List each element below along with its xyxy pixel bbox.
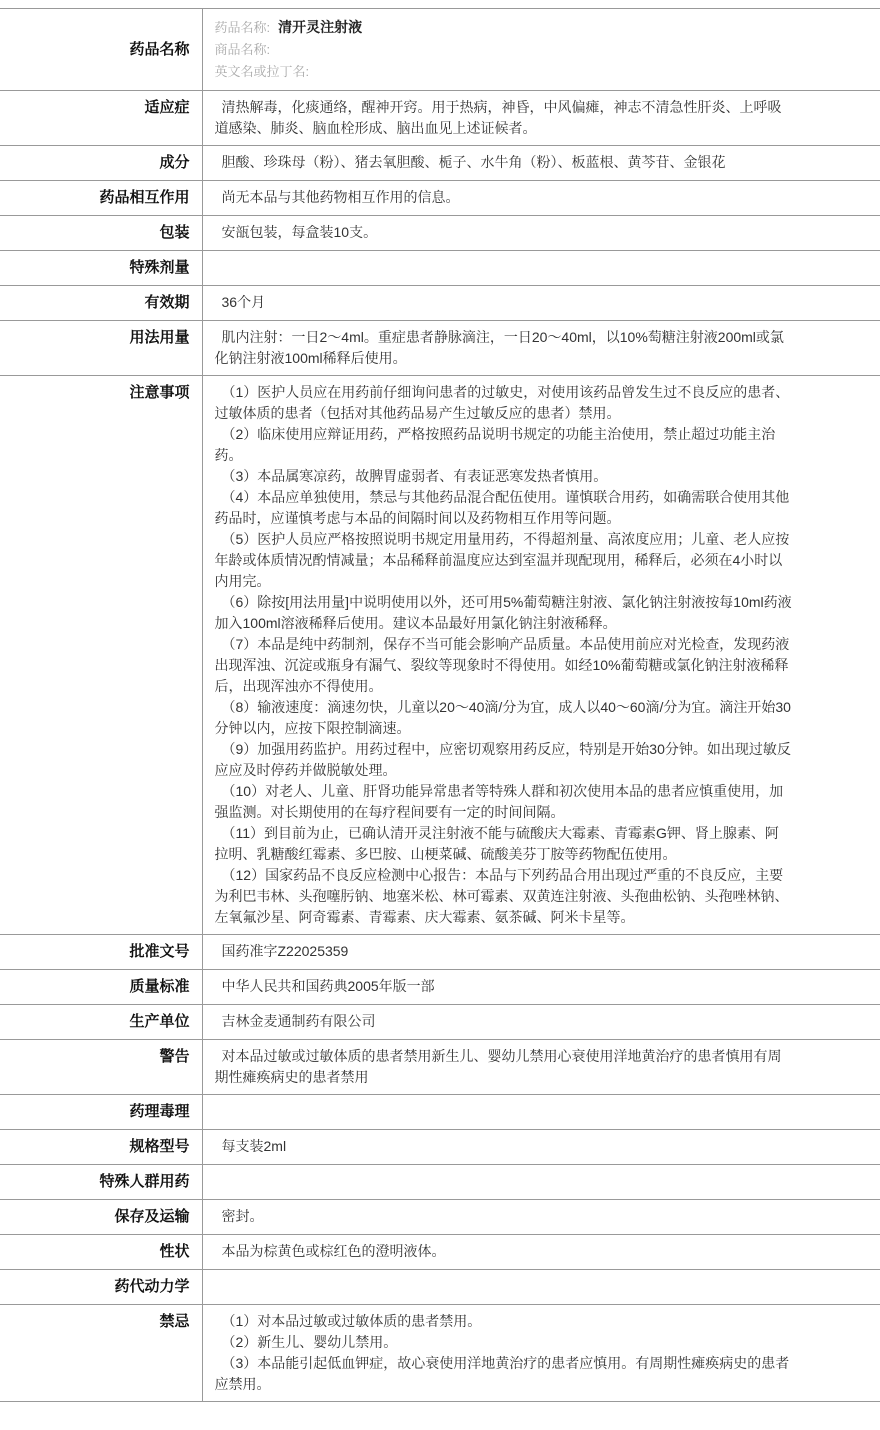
row-content [202,216,880,251]
table-row-pharmacology-toxicology [0,1095,880,1130]
table-row-ingredients [0,146,880,181]
row-label: 生产单位 [0,1005,202,1040]
table-row-special-dosage [0,251,880,286]
row-content-text [215,1276,793,1295]
row-content [202,935,880,970]
row-label: 注意事项 [0,376,202,935]
row-content [202,286,880,321]
row-label: 禁忌 [0,1305,202,1402]
row-content [202,1165,880,1200]
table-row-drug-name [0,9,880,91]
table-row-shelf-life [0,286,880,321]
content-paragraph: （10）对老人、儿童、肝肾功能异常患者等特殊人群和初次使用本品的患者应慎重使用，加强监测。对长期使用的在每疗程间要有一定的时间间隔。 [214,783,784,820]
row-content-text: 对本品过敏或过敏体质的患者禁用新生儿、婴幼儿禁用心衰使用洋地黄治疗的患者慎用有周期性瘫痪病史的患者禁用 [214,1048,782,1085]
content-paragraph: （2）新生儿、婴幼儿禁用。 [221,1334,398,1350]
row-content-text: 每支装2ml [221,1138,287,1154]
drug-name-line [215,16,867,39]
row-content [202,1270,880,1305]
row-content [202,1305,880,1402]
row-label: 适应症 [0,91,202,146]
table-row-precautions [0,376,880,935]
content-paragraph: （9）加强用药监护。用药过程中，应密切观察用药反应，特别是开始30分钟。如出现过敏反应应及时停药并做脱敏处理。 [214,741,791,778]
row-label: 质量标准 [0,970,202,1005]
row-content [202,91,880,146]
row-content [202,1005,880,1040]
row-content-text: 36个月 [221,294,266,310]
row-label: 规格型号 [0,1130,202,1165]
row-content [202,1040,880,1095]
row-label: 包装 [0,216,202,251]
row-content-text [215,257,793,276]
content-paragraph: （4）本品应单独使用，禁忌与其他药品混合配伍使用。谨慎联合用药，如确需联合使用其他药品时，应谨慎考虑与本品的间隔时间以及药物相互作用等问题。 [214,489,790,526]
table-row-contraindications [0,1305,880,1402]
table-row-quality-standard [0,970,880,1005]
row-label: 药理毒理 [0,1095,202,1130]
row-content-text: 肌内注射：一日2～4ml。重症患者静脉滴注，一日20～40ml，以10%萄糖注射液200ml或氯化钠注射液100ml稀释后使用。 [214,329,784,366]
content-paragraph: （1）医护人员应在用药前仔细询问患者的过敏史，对使用该药品曾发生过不良反应的患者、过敏体质的患者（包括对其他药品易产生过敏反应的患者）禁用。 [214,384,790,421]
content-paragraph: （3）本品属寒凉药，故脾胃虚弱者、有表证恶寒发热者慎用。 [221,468,608,484]
row-content-text: 尚无本品与其他药物相互作用的信息。 [221,189,460,205]
row-content [202,970,880,1005]
row-content [202,181,880,216]
row-content-text [215,1101,793,1120]
row-content-text: 国药准字Z22025359 [221,943,349,959]
row-content-list [215,382,867,928]
row-content [202,1130,880,1165]
drug-name-value: 清开灵注射液 [278,19,363,35]
row-label: 特殊剂量 [0,251,202,286]
content-paragraph: （11）到目前为止，已确认清开灵注射液不能与硫酸庆大霉素、青霉素G钾、肾上腺素、阿拉明、乳糖酸红霉素、多巴胺、山梗菜碱、硫酸美芬丁胺等药物配伍使用。 [214,825,779,862]
row-content [202,376,880,935]
table-row-drug-interactions [0,181,880,216]
row-content-text: 中华人民共和国药典2005年版一部 [221,978,435,994]
row-label: 保存及运输 [0,1200,202,1235]
table-row-indications [0,91,880,146]
row-content [202,146,880,181]
table-row-storage-transport [0,1200,880,1235]
table-row-description [0,1235,880,1270]
row-label: 药代动力学 [0,1270,202,1305]
row-content [202,1095,880,1130]
content-paragraph: （3）本品能引起低血钾症，故心衰使用洋地黄治疗的患者应慎用。有周期性瘫痪病史的患者应禁用。 [214,1355,790,1392]
row-label: 性状 [0,1235,202,1270]
row-label: 用法用量 [0,321,202,376]
content-paragraph: （2）临床使用应辩证用药，严格按照药品说明书规定的功能主治使用，禁止超过功能主治药。 [214,426,776,463]
content-paragraph: （6）除按[用法用量]中说明使用以外，还可用5%葡萄糖注射液、氯化钠注射液按每10ml药液加入100ml溶液稀释后使用。建议本品最好用氯化钠注射液稀释。 [214,594,792,631]
trade-name-label: 商品名称: [214,42,271,57]
content-paragraph: （8）输液速度：滴速勿快，儿童以20～40滴/分为宜，成人以40～60滴/分为宜。滴注开始30分钟以内，应按下限控制滴速。 [214,699,791,736]
row-content [202,1235,880,1270]
content-paragraph: （1）对本品过敏或过敏体质的患者禁用。 [221,1313,482,1329]
row-content-text: 密封。 [221,1208,264,1224]
row-content-text: 胆酸、珍珠母（粉）、猪去氧胆酸、栀子、水牛角（粉）、板蓝根、黄芩苷、金银花 [221,154,726,170]
row-content-text [215,1171,793,1190]
row-label: 警告 [0,1040,202,1095]
drug-name-label: 药品名称: [214,20,271,35]
row-content-text: 吉林金麦通制药有限公司 [221,1013,376,1029]
table-row-special-populations [0,1165,880,1200]
row-label: 批准文号 [0,935,202,970]
row-content [202,321,880,376]
content-paragraph: （12）国家药品不良反应检测中心报告：本品与下列药品合用出现过严重的不良反应，主要为利巴韦林、头孢噻肟钠、地塞米松、林可霉素、双黄连注射液、头孢曲松钠、头孢唑林钠、左氧氟沙星、阿奇霉素、青霉素、庆大霉素、氨茶碱、阿米卡星等。 [214,867,789,925]
content-paragraph: （5）医护人员应严格按照说明书规定用量用药，不得超剂量、高浓度应用；儿童、老人应按年龄或体质情况酌情减量；本品稀释前温度应达到室温并现配现用，稀释后，必须在4小时以内用完。 [214,531,790,589]
drug-info-table [0,8,880,1402]
row-label: 特殊人群用药 [0,1165,202,1200]
row-content-text: 安瓿包装，每盒装10支。 [221,224,378,240]
row-content [202,1200,880,1235]
table-row-approval-number [0,935,880,970]
table-row-packaging [0,216,880,251]
english-name-label: 英文名或拉丁名: [214,64,310,79]
row-label: 成分 [0,146,202,181]
row-content-list [215,1311,867,1395]
row-content-text: 清热解毒，化痰通络，醒神开窍。用于热病，神昏，中风偏瘫，神志不清急性肝炎、上呼吸道感染、肺炎、脑血栓形成、脑出血见上述证候者。 [214,99,782,136]
table-row-specification [0,1130,880,1165]
content-paragraph: （7）本品是纯中药制剂，保存不当可能会影响产品质量。本品使用前应对光检查，发现药液出现浑浊、沉淀或瓶身有漏气、裂纹等现象时不得使用。如经10%葡萄糖或氯化钠注射液稀释后，出现浑浊亦不得使用。 [214,636,790,694]
row-content [202,9,880,91]
row-label: 有效期 [0,286,202,321]
table-row-pharmacokinetics [0,1270,880,1305]
row-label: 药品名称 [0,9,202,91]
table-row-manufacturer [0,1005,880,1040]
row-content [202,251,880,286]
row-label: 药品相互作用 [0,181,202,216]
table-row-warning [0,1040,880,1095]
row-content-text: 本品为棕黄色或棕红色的澄明液体。 [221,1243,446,1259]
table-row-dosage-usage [0,321,880,376]
